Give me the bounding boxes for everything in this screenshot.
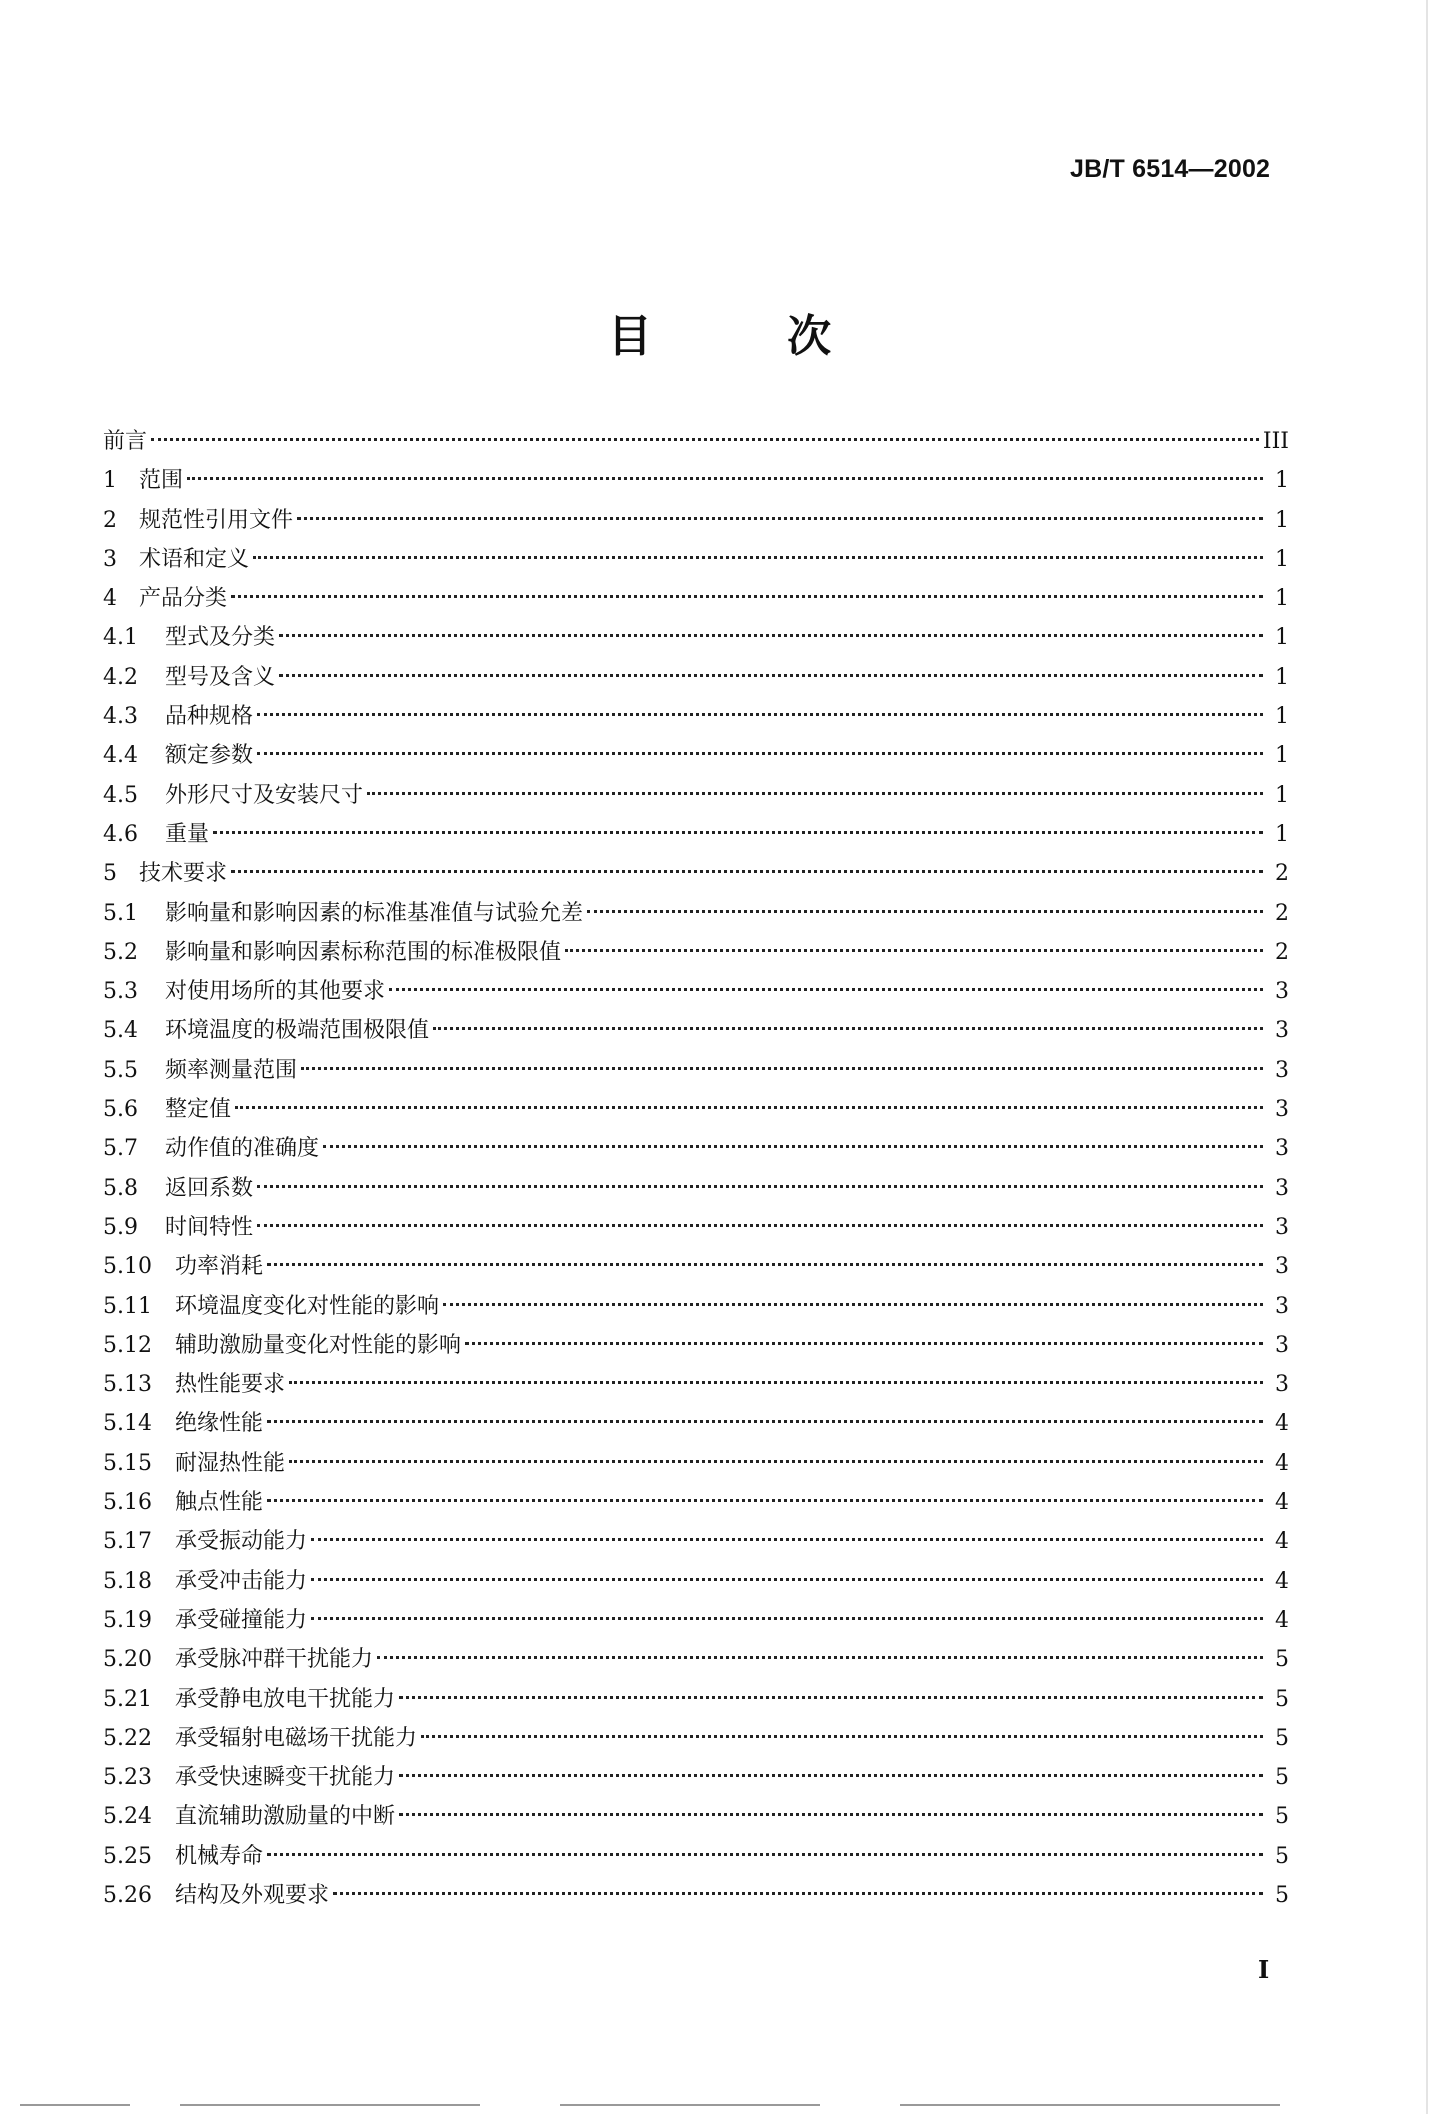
toc-entry-title: 品种规格 xyxy=(165,704,254,730)
toc-entry-number: 5.15 xyxy=(103,1450,152,1476)
toc-entry-page: 4 xyxy=(1275,1490,1289,1516)
toc-leader-dots xyxy=(279,634,1263,637)
toc-entry[interactable] xyxy=(103,1129,1289,1168)
toc-entry-number: 5.17 xyxy=(103,1529,152,1555)
toc-entry-title: 承受辐射电磁场干扰能力 xyxy=(175,1725,418,1751)
toc-entry-title: 承受静电放电干扰能力 xyxy=(175,1686,396,1712)
toc-leader-dots xyxy=(399,1696,1263,1699)
toc-entry-page: 3 xyxy=(1275,1018,1289,1044)
standard-code: JB/T 6514—2002 xyxy=(1070,155,1271,183)
toc-entry-page: 4 xyxy=(1275,1450,1289,1476)
toc-leader-dots xyxy=(399,1813,1263,1816)
toc-entry-page: 1 xyxy=(1275,625,1289,651)
toc-entry-page: 5 xyxy=(1275,1647,1289,1673)
toc-entry-title: 影响量和影响因素的标准基准值与试验允差 xyxy=(165,900,584,926)
toc-entry-title: 承受振动能力 xyxy=(175,1529,308,1555)
toc-entry-title: 时间特性 xyxy=(165,1214,254,1240)
toc-entry-title: 返回系数 xyxy=(165,1175,254,1201)
toc-entry-number: 5.7 xyxy=(103,1136,138,1162)
toc-leader-dots xyxy=(323,1145,1263,1148)
toc-entry-page: 1 xyxy=(1275,586,1289,612)
toc-entry-title: 承受冲击能力 xyxy=(175,1568,308,1594)
toc-entry[interactable] xyxy=(103,1758,1289,1797)
toc-entry-number: 5.4 xyxy=(103,1018,138,1044)
toc-entry-number: 5.16 xyxy=(103,1490,152,1516)
toc-entry-title: 环境温度的极端范围极限值 xyxy=(165,1018,430,1044)
toc-entry-page: 2 xyxy=(1275,939,1289,965)
toc-entry-page: 3 xyxy=(1275,1214,1289,1240)
toc-entry-number: 5.1 xyxy=(103,900,138,926)
toc-leader-dots xyxy=(289,1381,1263,1384)
toc-entry-page: 5 xyxy=(1275,1882,1289,1908)
toc-entry-title: 辅助激励量变化对性能的影响 xyxy=(175,1332,462,1358)
toc-entry-number: 4.3 xyxy=(103,704,138,730)
toc-entry[interactable] xyxy=(103,1011,1289,1050)
toc-entry-title: 产品分类 xyxy=(139,586,228,612)
toc-entry-number: 1 xyxy=(103,468,117,494)
toc-entry-title: 规范性引用文件 xyxy=(139,507,294,533)
toc-entry-number: 5.2 xyxy=(103,939,138,965)
toc-leader-dots xyxy=(399,1774,1263,1777)
toc-entry-number: 5.21 xyxy=(103,1686,152,1712)
toc-entry[interactable] xyxy=(103,1640,1289,1679)
toc-entry-number: 5.10 xyxy=(103,1254,152,1280)
toc-entry-number: 5.3 xyxy=(103,979,138,1005)
toc-entry[interactable] xyxy=(103,1797,1289,1836)
toc-entry-title: 承受碰撞能力 xyxy=(175,1607,308,1633)
toc-entry[interactable] xyxy=(103,933,1289,972)
toc-leader-dots xyxy=(231,870,1263,873)
page-title: 目 次 xyxy=(607,311,892,362)
toc-leader-dots xyxy=(257,752,1263,755)
toc-leader-dots xyxy=(213,831,1263,834)
toc-entry-page: 3 xyxy=(1275,1057,1289,1083)
toc-entry-title: 术语和定义 xyxy=(139,546,250,572)
toc-entry-title: 型式及分类 xyxy=(165,625,276,651)
toc-leader-dots xyxy=(151,438,1259,441)
toc-entry[interactable] xyxy=(103,1719,1289,1758)
toc-entry[interactable] xyxy=(103,1601,1289,1640)
toc-leader-dots xyxy=(465,1342,1263,1345)
toc-entry-title: 整定值 xyxy=(165,1097,232,1123)
toc-entry[interactable] xyxy=(103,894,1289,933)
toc-entry-title: 频率测量范围 xyxy=(165,1057,298,1083)
toc-entry[interactable] xyxy=(103,1326,1289,1365)
toc-entry-page: 3 xyxy=(1275,1097,1289,1123)
toc-entry-number: 5.12 xyxy=(103,1332,152,1358)
toc-entry-page: 5 xyxy=(1275,1686,1289,1712)
scan-artifact-line xyxy=(900,2104,1280,2106)
toc-entry-page: 1 xyxy=(1275,507,1289,533)
toc-entry-number: 5.6 xyxy=(103,1097,138,1123)
toc-leader-dots xyxy=(267,1420,1263,1423)
toc-entry-number: 5.24 xyxy=(103,1804,152,1830)
toc-entry[interactable] xyxy=(103,1208,1289,1247)
toc-entry-number: 4.1 xyxy=(103,625,138,651)
toc-entry[interactable] xyxy=(103,1680,1289,1719)
toc-entry[interactable] xyxy=(103,1404,1289,1443)
toc-entry-number: 5.20 xyxy=(103,1647,152,1673)
toc-leader-dots xyxy=(377,1656,1263,1659)
toc-entry[interactable] xyxy=(103,422,1289,461)
toc-leader-dots xyxy=(253,556,1263,559)
toc-entry-number: 5.13 xyxy=(103,1372,152,1398)
toc-entry[interactable] xyxy=(103,1562,1289,1601)
toc-entry-number: 5.14 xyxy=(103,1411,152,1437)
toc-entry[interactable] xyxy=(103,579,1289,618)
toc-entry-title: 热性能要求 xyxy=(175,1372,286,1398)
toc-entry-title: 机械寿命 xyxy=(175,1843,264,1869)
toc-entry-number: 5.22 xyxy=(103,1725,152,1751)
toc-leader-dots xyxy=(257,1224,1263,1227)
toc-entry-page: 1 xyxy=(1275,743,1289,769)
toc-entry-title: 功率消耗 xyxy=(175,1254,264,1280)
toc-entry-number: 前言 xyxy=(103,429,148,454)
toc-entry[interactable] xyxy=(103,776,1289,815)
toc-entry[interactable] xyxy=(103,1090,1289,1129)
toc-entry-title: 耐湿热性能 xyxy=(175,1450,286,1476)
toc-entry-page: 5 xyxy=(1275,1725,1289,1751)
toc-entry[interactable] xyxy=(103,1444,1289,1483)
toc-leader-dots xyxy=(565,949,1263,952)
toc-leader-dots xyxy=(267,1499,1263,1502)
toc-entry[interactable] xyxy=(103,972,1289,1011)
toc-leader-dots xyxy=(443,1303,1263,1306)
toc-entry-number: 5.18 xyxy=(103,1568,152,1594)
toc-leader-dots xyxy=(333,1892,1263,1895)
toc-entry-page: 1 xyxy=(1275,782,1289,808)
toc-entry-title: 额定参数 xyxy=(165,743,254,769)
toc-leader-dots xyxy=(311,1578,1263,1581)
toc-entry-number: 5.23 xyxy=(103,1765,152,1791)
toc-entry-number: 5 xyxy=(103,861,117,887)
toc-entry[interactable] xyxy=(103,1051,1289,1090)
toc-entry-title: 技术要求 xyxy=(139,861,228,887)
toc-entry-number: 4.4 xyxy=(103,743,138,769)
toc-entry-number: 5.26 xyxy=(103,1882,152,1908)
toc-entry[interactable] xyxy=(103,1169,1289,1208)
toc-leader-dots xyxy=(311,1617,1263,1620)
toc-leader-dots xyxy=(367,792,1263,795)
toc-entry-number: 5.5 xyxy=(103,1057,138,1083)
toc-entry[interactable] xyxy=(103,618,1289,657)
toc-entry-title: 环境温度变化对性能的影响 xyxy=(175,1293,440,1319)
toc-entry-page: 1 xyxy=(1275,704,1289,730)
toc-entry[interactable] xyxy=(103,501,1289,540)
toc-entry-page: 1 xyxy=(1275,468,1289,494)
toc-leader-dots xyxy=(257,713,1263,716)
toc-entry-page: 3 xyxy=(1275,1136,1289,1162)
toc-entry-page: 1 xyxy=(1275,546,1289,572)
toc-entry[interactable] xyxy=(103,1365,1289,1404)
toc-entry[interactable] xyxy=(103,1483,1289,1522)
toc-entry-title: 绝缘性能 xyxy=(175,1411,264,1437)
toc-entry-title: 动作值的准确度 xyxy=(165,1136,320,1162)
toc-entry-page: 4 xyxy=(1275,1568,1289,1594)
toc-leader-dots xyxy=(311,1538,1263,1541)
page-number: I xyxy=(1258,1955,1270,1984)
toc-entry[interactable] xyxy=(103,658,1289,697)
toc-entry-page: 4 xyxy=(1275,1529,1289,1555)
toc-entry-page: 3 xyxy=(1275,1332,1289,1358)
toc-entry-number: 4.6 xyxy=(103,821,138,847)
toc-entry-title: 型号及含义 xyxy=(165,664,276,690)
toc-leader-dots xyxy=(301,1067,1263,1070)
toc-entry-number: 5.9 xyxy=(103,1214,138,1240)
toc-entry-number: 5.19 xyxy=(103,1607,152,1633)
toc-entry-page: 1 xyxy=(1275,821,1289,847)
toc-entry-title: 结构及外观要求 xyxy=(175,1882,330,1908)
toc-entry-number: 5.8 xyxy=(103,1175,138,1201)
toc-leader-dots xyxy=(279,674,1263,677)
toc-entry[interactable] xyxy=(103,697,1289,736)
toc-entry-page: 3 xyxy=(1275,979,1289,1005)
toc-entry-title: 范围 xyxy=(139,468,184,494)
toc-entry-title: 承受快速瞬变干扰能力 xyxy=(175,1765,396,1791)
toc-leader-dots xyxy=(587,910,1263,913)
toc-entry-page: 4 xyxy=(1275,1607,1289,1633)
toc-entry[interactable] xyxy=(103,1247,1289,1286)
toc-entry-page: 3 xyxy=(1275,1175,1289,1201)
toc-leader-dots xyxy=(289,1460,1263,1463)
toc-entry[interactable] xyxy=(103,736,1289,775)
toc-leader-dots xyxy=(421,1735,1263,1738)
toc-leader-dots xyxy=(257,1185,1263,1188)
toc-entry-number: 4.5 xyxy=(103,782,138,808)
scan-artifact-line xyxy=(20,2104,130,2106)
toc-entry-page: 3 xyxy=(1275,1293,1289,1319)
toc-entry-page: 1 xyxy=(1275,664,1289,690)
toc-entry-title: 重量 xyxy=(165,821,210,847)
toc-entry-page: 5 xyxy=(1275,1765,1289,1791)
toc-entry-page: 3 xyxy=(1275,1372,1289,1398)
toc-leader-dots xyxy=(187,477,1263,480)
toc-entry-number: 3 xyxy=(103,546,117,572)
toc-entry[interactable] xyxy=(103,1876,1289,1915)
toc-entry-title: 外形尺寸及安装尺寸 xyxy=(165,782,364,808)
toc-entry-number: 2 xyxy=(103,507,117,533)
toc-entry-page: 3 xyxy=(1275,1254,1289,1280)
toc-entry-page: 2 xyxy=(1275,900,1289,926)
toc-entry-page: 5 xyxy=(1275,1804,1289,1830)
toc-entry-title: 触点性能 xyxy=(175,1490,264,1516)
toc-entry-title: 承受脉冲群干扰能力 xyxy=(175,1647,374,1673)
toc-entry-page: 2 xyxy=(1275,861,1289,887)
toc-entry[interactable] xyxy=(103,461,1289,500)
toc-entry-number: 5.11 xyxy=(103,1293,152,1319)
table-of-contents xyxy=(103,422,1289,1915)
scan-artifact-line xyxy=(560,2104,820,2106)
toc-leader-dots xyxy=(267,1853,1263,1856)
toc-entry-number: 5.25 xyxy=(103,1843,152,1869)
toc-leader-dots xyxy=(297,517,1263,520)
toc-entry-page: III xyxy=(1262,429,1289,454)
toc-leader-dots xyxy=(267,1263,1263,1266)
toc-entry[interactable] xyxy=(103,1837,1289,1876)
toc-entry-title: 影响量和影响因素标称范围的标准极限值 xyxy=(165,939,562,965)
scan-artifact-line xyxy=(180,2104,480,2106)
toc-entry-title: 直流辅助激励量的中断 xyxy=(175,1804,396,1830)
toc-entry-number: 4.2 xyxy=(103,664,138,690)
toc-entry-page: 5 xyxy=(1275,1843,1289,1869)
toc-leader-dots xyxy=(389,988,1263,991)
toc-entry[interactable] xyxy=(103,1522,1289,1561)
toc-leader-dots xyxy=(231,595,1263,598)
toc-leader-dots xyxy=(235,1106,1263,1109)
toc-entry-page: 4 xyxy=(1275,1411,1289,1437)
toc-entry[interactable] xyxy=(103,815,1289,854)
toc-entry-number: 4 xyxy=(103,586,117,612)
toc-leader-dots xyxy=(433,1027,1263,1030)
toc-entry[interactable] xyxy=(103,540,1289,579)
toc-entry[interactable] xyxy=(103,1287,1289,1326)
toc-entry[interactable] xyxy=(103,854,1289,893)
toc-entry-title: 对使用场所的其他要求 xyxy=(165,979,386,1005)
